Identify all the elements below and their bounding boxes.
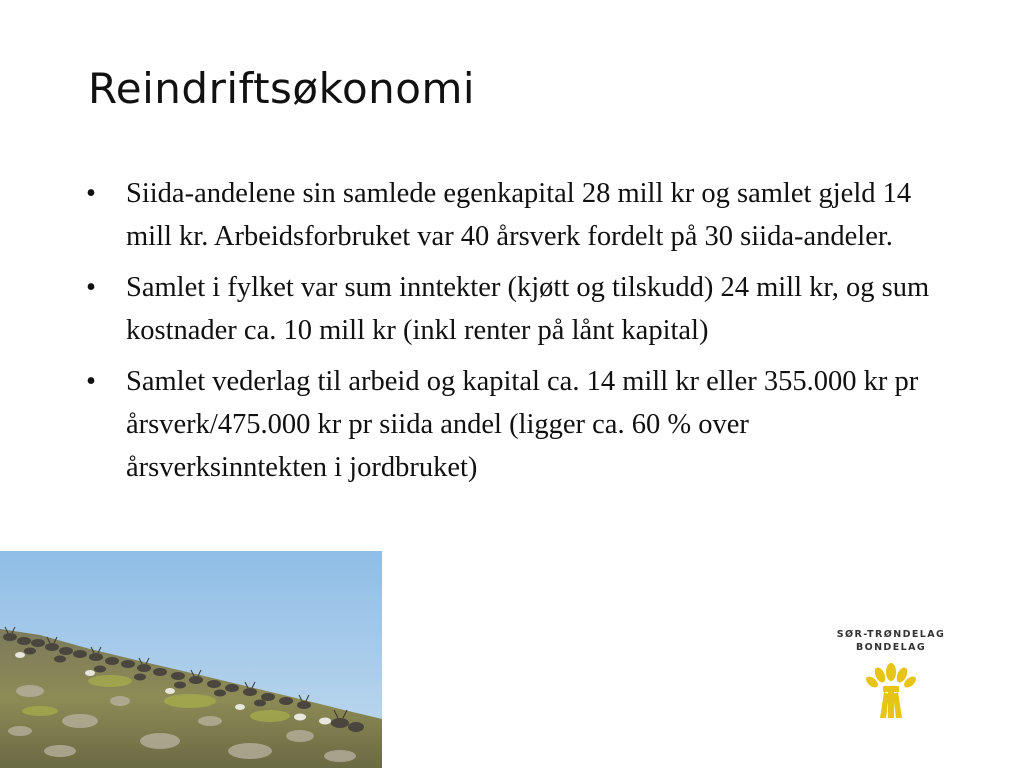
wheat-sheaf-icon — [866, 662, 916, 720]
bullet-icon: • — [86, 272, 96, 303]
reindeer-herd-photo — [0, 551, 382, 768]
bullet-icon: • — [86, 366, 96, 397]
bullet-text: Samlet i fylket var sum inntekter (kjøtt og tilskudd) 24 mill kr, og sum kostnader ca. 10 mill kr (inkl renter på lånt kapital) — [126, 272, 930, 346]
bullet-item — [86, 172, 956, 258]
bullet-item — [86, 360, 956, 489]
bullet-icon: • — [86, 178, 96, 209]
bondelag-logo — [830, 628, 952, 718]
logo-line-1: SØR-TRØNDELAG — [836, 629, 946, 640]
bullet-text: Siida-andelene sin samlede egenkapital 28 mill kr og samlet gjeld 14 mill kr. Arbeidsforbruket var 40 årsverk fordelt på 30 siida-andeler. — [126, 178, 912, 252]
logo-line-2: BONDELAG — [855, 642, 927, 653]
bullet-text: Samlet vederlag til arbeid og kapital ca. 14 mill kr eller 355.000 kr pr årsverk/475.000 kr pr siida andel (ligger ca. 60 % over årsverksinntekten i jordbruket) — [126, 366, 919, 483]
bullet-list — [86, 172, 956, 497]
slide-title: Reindriftsøkonomi — [88, 64, 476, 113]
bullet-item — [86, 266, 956, 352]
